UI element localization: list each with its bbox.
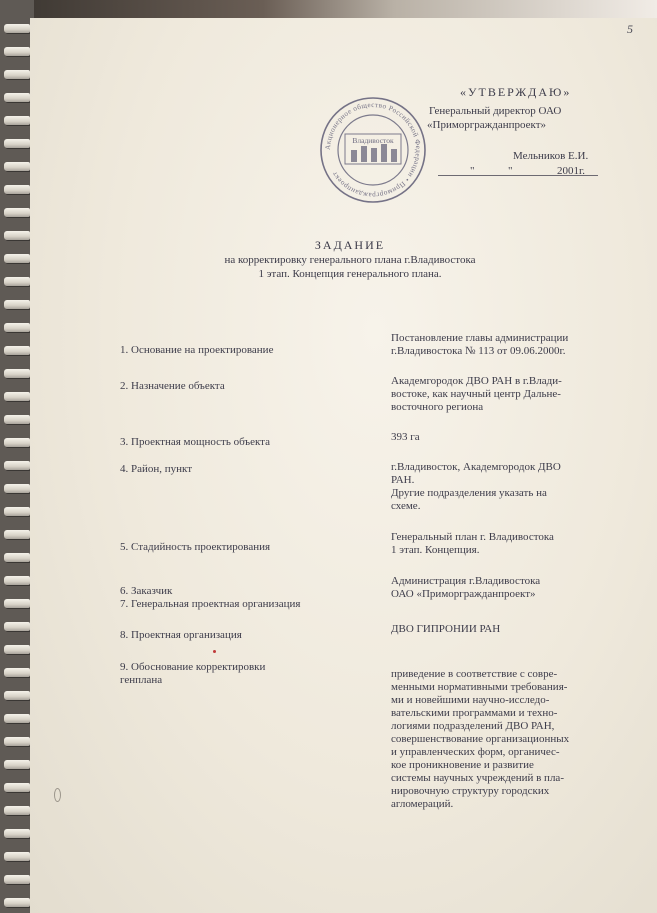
row-value-district: г.Владивосток, Академгородок ДВО РАН. Другие подразделения указать на схеме.: [391, 461, 561, 512]
row-label-district: 4. Район, пункт: [120, 463, 193, 475]
binding-ring: [4, 300, 30, 309]
row-value-justification: приведение в соответствие с совре- менными нормативными требования- ми и новейшими научно-исследо- вательскими программами и техно- логиями подразделений ДВО РАН, совершенствование организационных и управленческих форм, органичес- кое проникновение и развитие системы научных учреждений в пла- нировочную структуру городских агломераций.: [391, 668, 570, 810]
document-title: ЗАДАНИЕ: [314, 238, 386, 252]
binding-ring: [4, 369, 30, 378]
binding-ring: [4, 162, 30, 171]
document-page: [30, 18, 657, 913]
binding-ring: [4, 530, 30, 539]
signature-line: [438, 175, 598, 176]
stamp-ring-text: Акционерное общество Российской Федерации • Приморгражданпроект: [323, 100, 423, 200]
binding-ring: [4, 898, 30, 907]
row-value-basis: Постановление главы администрации г.Владивостока № 113 от 09.06.2000г.: [391, 332, 569, 357]
binding-ring: [4, 70, 30, 79]
document-title-block: [180, 238, 520, 281]
approval-date-suffix: 2001г.: [557, 165, 586, 177]
row-label-capacity: 3. Проектная мощность объекта: [120, 436, 271, 448]
approval-heading: «УТВЕРЖДАЮ»: [460, 85, 572, 99]
binding-ring: [4, 852, 30, 861]
binding-ring: [4, 553, 30, 562]
binding-ring: [4, 668, 30, 677]
binding-ring: [4, 622, 30, 631]
row-label-purpose: 2. Назначение объекта: [120, 380, 225, 392]
binding-ring: [4, 93, 30, 102]
spiral-binding: [0, 0, 34, 913]
binding-ring: [4, 415, 30, 424]
stamp-center-text: Владивосток: [352, 136, 394, 145]
row-value-design-organization: ДВО ГИПРОНИИ РАН: [391, 623, 501, 635]
row-value-customer-and-general-designer: Администрация г.Владивостока ОАО «Приморгражданпроект»: [391, 575, 541, 600]
approval-position-line2: «Приморгражданпроект»: [427, 119, 547, 131]
punch-hole-mark: [54, 788, 61, 802]
binding-ring: [4, 714, 30, 723]
ink-dot: [213, 650, 216, 653]
binding-ring: [4, 461, 30, 470]
approval-position-line1: Генеральный директор ОАО: [429, 105, 562, 117]
row-label-stages: 5. Стадийность проектирования: [120, 541, 271, 553]
binding-ring: [4, 185, 30, 194]
binding-ring: [4, 760, 30, 769]
binding-ring: [4, 139, 30, 148]
binding-ring: [4, 116, 30, 125]
row-label-justification: 9. Обоснование корректировки генплана: [120, 661, 266, 686]
company-seal-stamp: [317, 94, 429, 206]
binding-ring: [4, 484, 30, 493]
binding-ring: [4, 599, 30, 608]
binding-ring: [4, 323, 30, 332]
binding-ring: [4, 47, 30, 56]
row-value-purpose: Академгородок ДВО РАН в г.Влади- востоке, как научный центр Дальне- восточного региона: [391, 375, 562, 413]
binding-ring: [4, 24, 30, 33]
binding-ring: [4, 645, 30, 654]
row-value-stages: Генеральный план г. Владивостока 1 этап. Концепция.: [391, 531, 554, 556]
binding-ring: [4, 507, 30, 516]
row-label-basis: 1. Основание на проектирование: [120, 344, 274, 356]
binding-ring: [4, 438, 30, 447]
binding-ring: [4, 346, 30, 355]
binding-ring: [4, 277, 30, 286]
binding-ring: [4, 737, 30, 746]
row-value-capacity: 393 га: [391, 431, 420, 443]
binding-ring: [4, 829, 30, 838]
approval-signer: Мельников Е.И.: [513, 150, 589, 162]
binding-ring: [4, 691, 30, 700]
binding-ring: [4, 392, 30, 401]
document-subtitle-line2: 1 этап. Концепция генерального плана.: [258, 268, 442, 280]
row-label-customer-and-general-designer: 6. Заказчик 7. Генеральная проектная организация: [120, 585, 301, 610]
page-number: 5: [627, 22, 633, 36]
binding-ring: [4, 231, 30, 240]
binding-ring: [4, 576, 30, 585]
binding-ring: [4, 875, 30, 884]
document-subtitle-line1: на корректировку генерального плана г.Владивостока: [224, 254, 476, 266]
approval-date-prefix: "_____": [470, 165, 514, 177]
binding-ring: [4, 254, 30, 263]
binding-ring: [4, 208, 30, 217]
binding-ring: [4, 783, 30, 792]
row-label-design-organization: 8. Проектная организация: [120, 629, 242, 641]
binding-ring: [4, 806, 30, 815]
